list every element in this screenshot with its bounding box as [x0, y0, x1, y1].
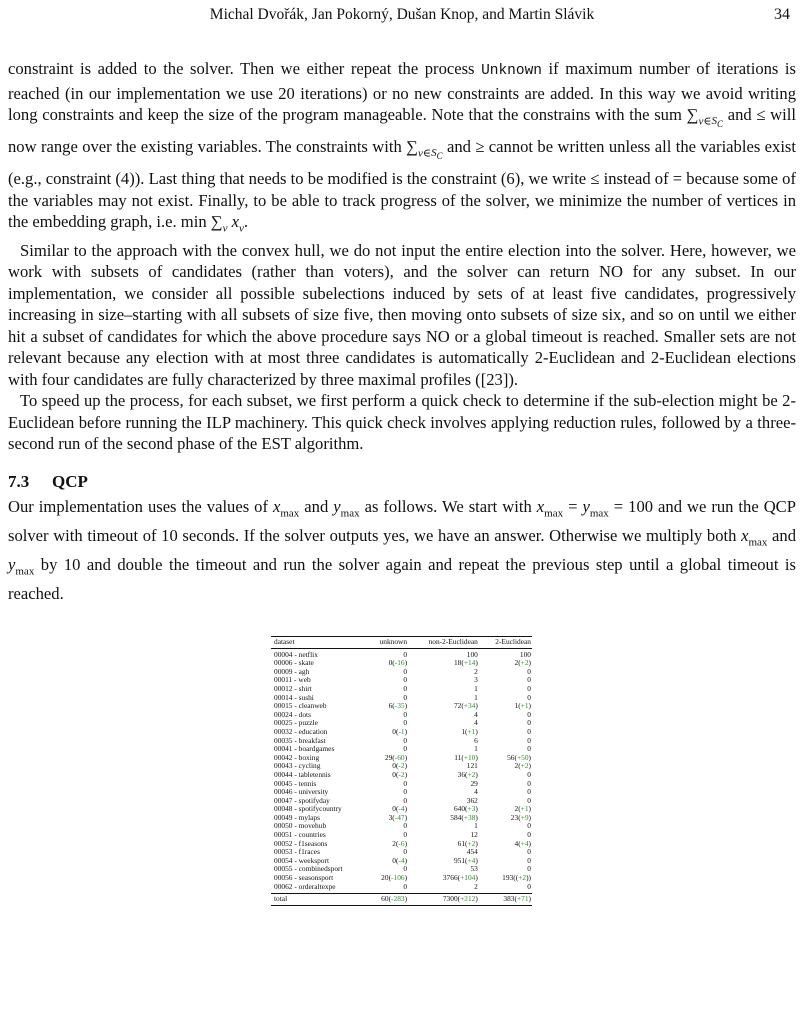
2-euclidean-cell: 23(+9) [510, 812, 531, 822]
unknown-cell: 0 [403, 718, 408, 728]
math-ymax: $y_{max}$ [333, 497, 360, 520]
dataset-name: 00015 - cleanweb [274, 701, 327, 711]
delta-value: -106 [391, 873, 405, 883]
dataset-name: 00055 - combinedsport [274, 864, 343, 874]
unknown-cell: 0 [403, 666, 408, 676]
2-euclidean-cell: 4(+4) [514, 838, 531, 848]
non-2-euclidean-cell: 11(+10) [454, 752, 478, 762]
delta-value: +2 [467, 769, 476, 779]
math-xmax: $x_{max}$ [272, 497, 300, 520]
2-euclidean-cell: 0 [527, 692, 531, 702]
dataset-name: 00014 - sushi [274, 692, 314, 702]
non-2-euclidean-cell: 1 [474, 683, 478, 693]
dataset-name: 00046 - university [274, 787, 329, 797]
delta-value: +2 [467, 838, 476, 848]
delta-value: -60 [394, 752, 405, 762]
non-2-euclidean-cell: 362 [466, 795, 478, 805]
delta-value: -2 [398, 761, 405, 771]
delta-value: +3 [467, 804, 476, 814]
2-euclidean-cell: 0 [527, 709, 531, 719]
dataset-name: 00012 - shirt [274, 683, 312, 693]
table-header-cell: dataset [271, 637, 366, 649]
table-row [271, 659, 532, 668]
dataset-name: 00032 - education [274, 726, 328, 736]
delta-value: +14 [463, 658, 476, 668]
dataset-name: 00047 - spotifyday [274, 795, 330, 805]
2-euclidean-cell: 100 [519, 649, 531, 659]
non-2-euclidean-cell: 6 [474, 735, 478, 745]
non-2-euclidean-cell: 18(+14) [453, 658, 478, 668]
unknown-cell: 0 [403, 795, 408, 805]
delta-value: +71 [516, 894, 529, 904]
dataset-name: 00009 - agh [274, 666, 310, 676]
2-euclidean-cell: 0 [527, 821, 531, 831]
unknown-cell: 0 [403, 709, 408, 719]
delta-value: -283 [391, 894, 405, 904]
2-euclidean-cell: 0 [527, 744, 531, 754]
code-unknown: Unknown [481, 63, 542, 79]
dataset-name: 00004 - netflix [274, 649, 318, 659]
dataset-name: 00052 - f1seasons [274, 838, 328, 848]
2-euclidean-cell: 0 [527, 735, 531, 745]
paragraph-3: To speed up the process, for each subset, we first perform a quick check to determine if the sub-election might be 2-Euclidean before running the ILP machinery. This quick check involves applying reduction rules, followed by a three-second run of the second phase of the EST algorithm. [8, 391, 796, 454]
delta-value: +104 [460, 873, 476, 883]
non-2-euclidean-cell: 1 [474, 821, 478, 831]
dataset-name: 00006 - skate [274, 658, 314, 668]
2-euclidean-cell: 0 [527, 718, 531, 728]
delta-value: +1 [467, 726, 476, 736]
section-heading [8, 471, 796, 493]
delta-value: +2 [520, 761, 529, 771]
delta-value: -35 [394, 701, 405, 711]
delta-value: +212 [460, 894, 476, 904]
unknown-cell: 6(-35) [388, 701, 408, 711]
dataset-name: 00062 - orderaltexpe [274, 881, 336, 891]
unknown-cell: 0 [403, 735, 408, 745]
non-2-euclidean-cell: 4 [474, 709, 478, 719]
2-euclidean-cell: 0 [527, 864, 531, 874]
dataset-name: 00043 - cycling [274, 761, 321, 771]
dataset-name: 00011 - web [274, 675, 311, 685]
main-text [8, 58, 796, 604]
unknown-cell: 2(-6) [392, 838, 408, 848]
unknown-cell: 0(-4) [392, 804, 408, 814]
delta-value: +4 [467, 855, 476, 865]
non-2-euclidean-cell: 7300(+212) [408, 894, 479, 906]
math-ymax-2: $y_{max}$ [8, 554, 35, 578]
paragraph-2: Similar to the approach with the convex hull, we do not input the entire election into the solver. Here, however, we work with subsets of candidates (rather than voters), and the solver can return NO for any subset. In our implementation, we consider all possible subelections induced by sets of at least five candidates, progressively increasing in size–starting with all subsets of size five, then moving onto subsets of size six, and so on until we either hit a subset of candidates for which the above procedure says NO or a global timeout is reached. Smaller sets are not relevant because any election with at most three candidates is automatically 2-Euclidean and 2-Euclidean elections with four candidates are fully characterized by three maximal profiles ([23]). [8, 240, 796, 389]
dataset-name: 00056 - seasonsport [274, 873, 334, 883]
unknown-cell: 0 [403, 864, 408, 874]
2-euclidean-cell: 1(+1) [514, 701, 531, 711]
page-number: 34 [774, 6, 790, 23]
non-2-euclidean-cell: 61(+2) [457, 838, 478, 848]
results-table [271, 636, 532, 906]
math-xmax-eq-ymax: $x_{max} = y_{max}$ [536, 497, 609, 520]
non-2-euclidean-cell: 1 [474, 744, 478, 754]
dataset-name: total [271, 894, 366, 906]
section-title: QCP [52, 471, 88, 491]
delta-value: +50 [516, 752, 529, 762]
unknown-cell: 0(-2) [392, 761, 408, 771]
2-euclidean-cell: 0 [527, 683, 531, 693]
unknown-cell: 29(-60) [384, 752, 408, 762]
math-sum-sc: $\sum_{v\in S_C}$ [686, 105, 723, 130]
2-euclidean-cell: 0 [527, 787, 531, 797]
2-euclidean-cell: 0 [527, 881, 531, 891]
2-euclidean-cell: 0 [527, 726, 531, 736]
unknown-cell: 0(-2) [392, 769, 408, 779]
delta-value: -4 [398, 855, 405, 865]
delta-value: +1 [520, 701, 529, 711]
table-total-row [271, 894, 532, 906]
math-sum-xv: $\sum_v$ $x_v$ [210, 212, 244, 235]
unknown-cell: 60(-283) [366, 894, 408, 906]
unknown-cell: 0 [403, 649, 408, 659]
delta-value: +4 [520, 838, 529, 848]
paragraph-1: constraint is added to the solver. Then we either repeat the process Unknown if maximum number of iterations is reached (in our implementation we use 20 iterations) or no new constraints are added. In this way we avoid writing long constraints and keep the size of the program manageable. Note that the constrains with the sum $\sum_{v\in S_C}$ and ≤ will now range over the existing variables. The constraints with $\sum_{v\in S_C}$ and ≥ cannot be written unless all the variables exist (e.g., constraint (4)). Last thing that needs to be modified is the constraint (6), we write ≤ instead of = because some of the variables may not exist. Finally, to be able to track progress of the solver, we minimize the number of vertices in the embedding graph, i.e. $\min \sum_v$ $x_v$. [8, 59, 797, 235]
non-2-euclidean-cell: 640(+3) [453, 804, 478, 814]
unknown-cell: 0 [403, 847, 408, 857]
non-2-euclidean-cell: 29 [470, 778, 478, 788]
unknown-cell: 20(-106) [381, 873, 408, 883]
unknown-cell: 0 [403, 821, 408, 831]
non-2-euclidean-cell: 36(+2) [457, 769, 478, 779]
unknown-cell: 0 [403, 744, 408, 754]
non-2-euclidean-cell: 72(+34) [453, 701, 478, 711]
2-euclidean-cell: 0 [527, 855, 531, 865]
dataset-name: 00045 - tennis [274, 778, 317, 788]
unknown-cell: 0 [403, 830, 408, 840]
non-2-euclidean-cell: 2 [474, 666, 478, 676]
unknown-cell: 0(-4) [392, 855, 408, 865]
dataset-name: 00053 - f1races [274, 847, 320, 857]
delta-value: +2 [518, 873, 527, 883]
2-euclidean-cell: 0 [527, 778, 531, 788]
table-header-cell: 2-Euclidean [479, 637, 532, 649]
2-euclidean-cell: 0 [527, 847, 531, 857]
non-2-euclidean-cell: 951(+4) [453, 855, 478, 865]
unknown-cell: 0(-16) [388, 658, 408, 668]
non-2-euclidean-cell: 121 [466, 761, 478, 771]
2-euclidean-cell: 0 [527, 830, 531, 840]
non-2-euclidean-cell: 454 [466, 847, 478, 857]
dataset-name: 00054 - weeksport [274, 855, 330, 865]
delta-value: +2 [520, 658, 529, 668]
table-header-row [271, 637, 532, 649]
2-euclidean-cell: 2(+1) [514, 804, 531, 814]
2-euclidean-cell: 2(+2) [514, 658, 531, 668]
2-euclidean-cell: 2(+2) [514, 761, 531, 771]
non-2-euclidean-cell: 100 [466, 649, 478, 659]
unknown-cell: 0(-1) [392, 726, 408, 736]
unknown-cell: 3(-47) [388, 812, 408, 822]
delta-value: -1 [398, 726, 405, 736]
2-euclidean-cell: 0 [527, 675, 531, 685]
dataset-name: 00051 - countries [274, 830, 326, 840]
non-2-euclidean-cell: 12 [470, 830, 478, 840]
table-header-cell: non-2-Euclidean [408, 637, 479, 649]
delta-value: -2 [398, 769, 405, 779]
dataset-name: 00050 - movehub [274, 821, 327, 831]
unknown-cell: 0 [403, 881, 408, 891]
delta-value: +38 [463, 812, 476, 822]
table-header-cell: unknown [366, 637, 408, 649]
math-sum-sc-2: $\sum_{v\in S_C}$ [406, 137, 443, 162]
dataset-name: 00041 - boardgames [274, 744, 335, 754]
dataset-name: 00044 - tabletennis [274, 769, 331, 779]
2-euclidean-cell: 56(+50) [507, 752, 531, 762]
delta-value: -47 [394, 812, 405, 822]
dataset-name: 00025 - puzzle [274, 718, 318, 728]
delta-value: -4 [398, 804, 405, 814]
paragraph-4: Our implementation uses the values of $x_{max}$ and $y_{max}$ as follows. We start with $x_{max} = y_{max} = 100$ and we run the QCP solver with timeout of 10 seconds. If the solver outputs yes, we have an answer. Otherwise we multiply both $x_{max}$ and $y_{max}$ by 10 and double the timeout and run the solver again and repeat the previous step until a global timeout is reached. [8, 497, 796, 603]
2-euclidean-cell: 0 [527, 769, 531, 779]
non-2-euclidean-cell: 1(+1) [461, 726, 478, 736]
delta-value: -6 [398, 838, 405, 848]
unknown-cell: 0 [403, 683, 408, 693]
delta-value: +9 [520, 812, 529, 822]
math-xmax-2: $x_{max}$ [741, 526, 768, 549]
delta-value: +10 [463, 752, 476, 762]
delta-value: -16 [394, 658, 405, 668]
header-authors: Michal Dvořák, Jan Pokorný, Dušan Knop, and Martin Slávik [209, 6, 595, 23]
running-header [8, 6, 796, 26]
unknown-cell: 0 [403, 787, 408, 797]
non-2-euclidean-cell: 2 [474, 881, 478, 891]
2-euclidean-cell: 0 [527, 666, 531, 676]
2-euclidean-cell: 193((+2)) [502, 873, 531, 883]
non-2-euclidean-cell: 584(+38) [450, 812, 478, 822]
unknown-cell: 0 [403, 675, 408, 685]
non-2-euclidean-cell: 3 [474, 675, 478, 685]
non-2-euclidean-cell: 4 [474, 718, 478, 728]
non-2-euclidean-cell: 4 [474, 787, 478, 797]
unknown-cell: 0 [403, 778, 408, 788]
dataset-name: 00035 - breakfast [274, 735, 326, 745]
dataset-name: 00042 - boxing [274, 752, 320, 762]
2-euclidean-cell: 0 [527, 795, 531, 805]
dataset-name: 00048 - spotifycountry [274, 804, 342, 814]
2-euclidean-cell: 383(+71) [479, 894, 532, 906]
non-2-euclidean-cell: 3766(+104) [442, 873, 478, 883]
delta-value: +1 [520, 804, 529, 814]
dataset-name: 00049 - mylaps [274, 812, 320, 822]
delta-value: +34 [463, 701, 476, 711]
unknown-cell: 0 [403, 692, 408, 702]
non-2-euclidean-cell: 1 [474, 692, 478, 702]
table-row [271, 883, 532, 894]
non-2-euclidean-cell: 53 [470, 864, 478, 874]
section-number: 7.3 [8, 471, 30, 491]
dataset-name: 00024 - dots [274, 709, 311, 719]
